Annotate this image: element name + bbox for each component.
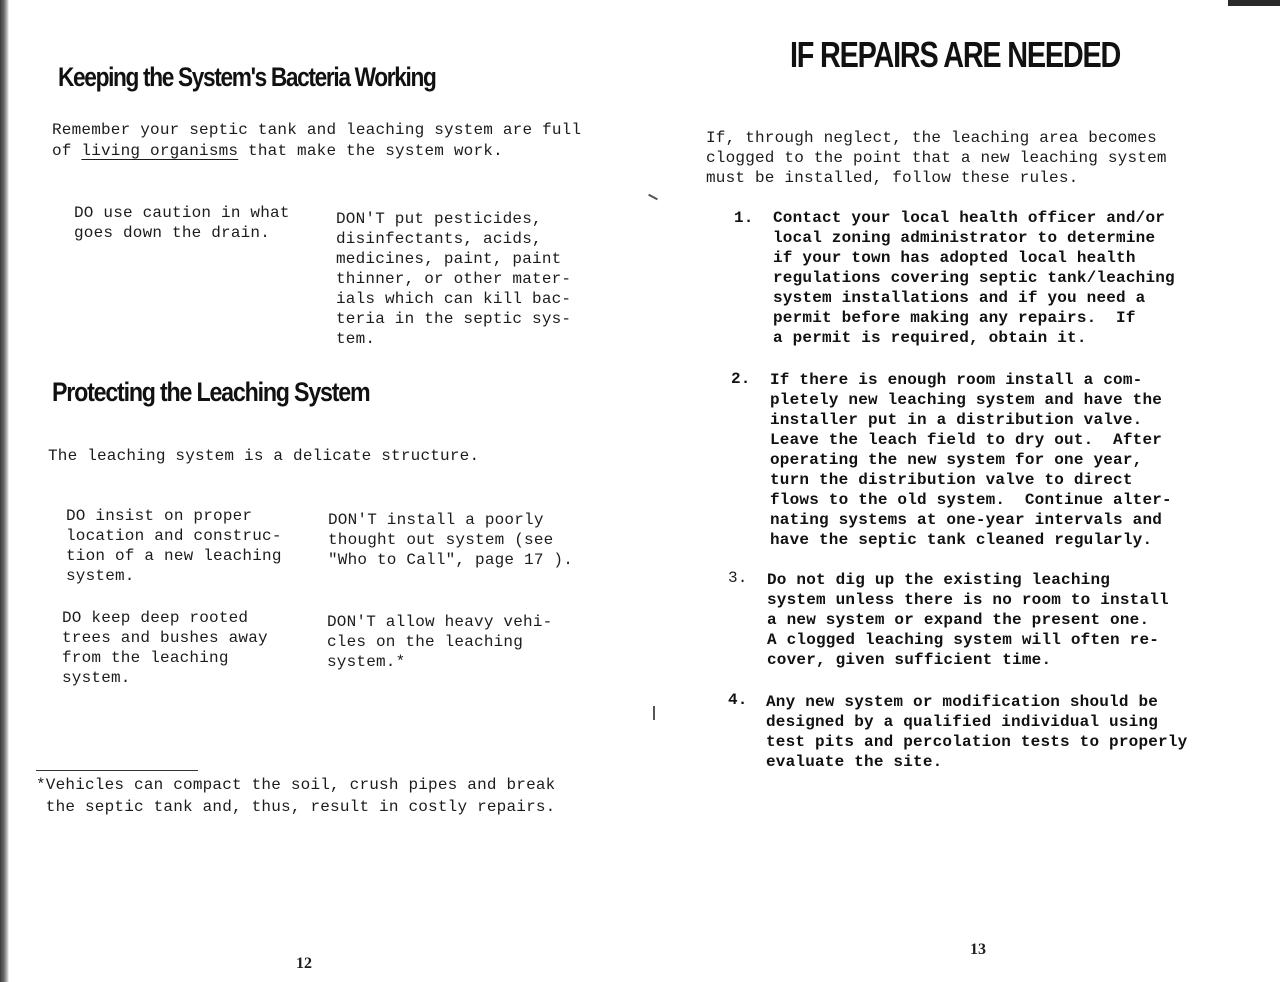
rule-number-2: 2. — [731, 370, 751, 388]
rule-number-1: 1. — [734, 209, 754, 227]
rule-text-2: If there is enough room install a com- pletely new leaching system and have the installer put in a distribution valve. Leave the leach field to dry out. After operating the new system for one year, turn the distribution valve to direct flows to the old system. Continue alter- nating systems at one-year intervals and have the septic tank cleaned regularly. — [770, 371, 1172, 549]
do-use-caution: DO use caution in what goes down the drain. — [74, 204, 290, 242]
intro-bacteria-line2 — [52, 141, 503, 161]
rule-number-4: 4. — [728, 691, 748, 709]
rule-number-3: 3. — [728, 569, 748, 587]
dont-allow-vehicles: DON'T allow heavy vehi- cles on the leaching system.* — [327, 613, 553, 671]
dont-install-poorly: DON'T install a poorly thought out system (see "Who to Call", page 17 ). — [328, 511, 574, 569]
heading-leaching: Protecting the Leaching System — [52, 377, 370, 407]
page-number-right: 13 — [970, 941, 986, 958]
rule-text-1: Contact your local health officer and/or local zoning administrator to determine if your town has adopted local health regulations covering septic tank/leaching system installations and if you need a permit before making any repairs. If a permit is required, obtain it. — [773, 209, 1175, 347]
repairs-intro: If, through neglect, the leaching area becomes clogged to the point that a new leaching system must be installed, follow these rules. — [706, 129, 1167, 187]
footnote-vehicles: *Vehicles can compact the soil, crush pipes and break the septic tank and, thus, result in costly repairs. — [36, 776, 556, 816]
rule-text-3: Do not dig up the existing leaching system unless there is no room to install a new system or expand the present one. A clogged leaching system will often re- cover, given sufficient time. — [767, 571, 1169, 669]
scan-top-right-edge — [1228, 0, 1280, 6]
footnote-divider — [36, 770, 198, 771]
dont-put-pesticides: DON'T put pesticides, disinfectants, acids, medicines, paint, paint thinner, or other mater- ials which can kill bac- teria in the septic sys- tem. — [336, 210, 572, 348]
intro-text-end: that make the system work. — [238, 142, 503, 160]
living-organisms-underlined: living organisms — [81, 142, 239, 160]
leaching-intro: The leaching system is a delicate structure. — [48, 447, 480, 465]
heading-bacteria: Keeping the System's Bacteria Working — [58, 62, 436, 92]
page-number-left: 12 — [296, 955, 312, 972]
rule-text-4: Any new system or modification should be designed by a qualified individual using test pits and percolation tests to properly evaluate the site. — [766, 693, 1188, 771]
gutter-mark — [648, 194, 658, 200]
intro-bacteria-line1: Remember your septic tank and leaching system are full — [52, 121, 582, 139]
gutter-mark — [653, 706, 655, 720]
do-insist-location: DO insist on proper location and construc- tion of a new leaching system. — [66, 507, 282, 585]
scan-left-edge — [0, 0, 9, 982]
do-keep-trees: DO keep deep rooted trees and bushes away from the leaching system. — [62, 609, 268, 687]
intro-text-start: of — [52, 142, 82, 160]
heading-repairs: IF REPAIRS ARE NEEDED — [790, 34, 1121, 75]
